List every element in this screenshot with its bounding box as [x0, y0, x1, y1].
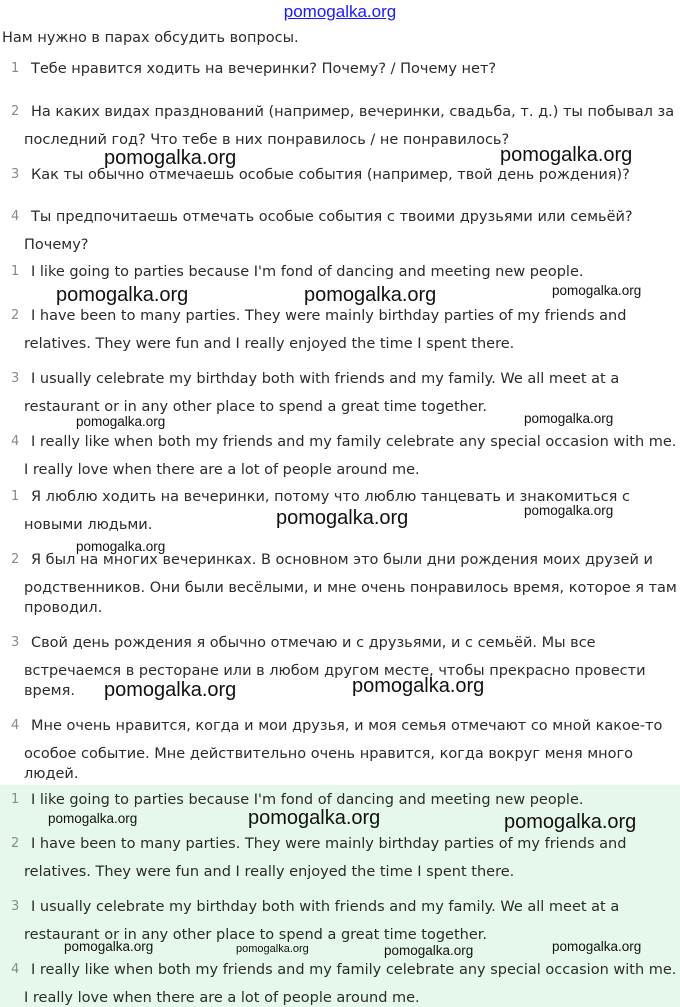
watermark: pomogalka.org [500, 144, 633, 166]
item-line: I have been to many parties. They were mainly birthday parties of my friends and [31, 308, 627, 324]
watermark: pomogalka.org [276, 507, 409, 529]
item-number: 2 [11, 308, 20, 323]
item-line: I like going to parties because I'm fond of dancing and meeting new people. [31, 264, 584, 280]
item-line: relatives. They were fun and I really enjoyed the time I spent there. [24, 864, 515, 880]
item-line: особое событие. Мне действительно очень нравится, когда вокруг меня много [24, 746, 634, 762]
item-number: 1 [11, 792, 20, 807]
watermark: pomogalka.org [524, 411, 614, 426]
item-line: последний год? Что тебе в них понравилось / не понравилось? [24, 132, 510, 148]
item-line: I really love when there are a lot of people around me. [24, 990, 420, 1006]
item-number: 4 [11, 209, 20, 224]
watermark: pomogalka.org [504, 811, 637, 833]
item-line: людей. [24, 766, 79, 782]
item-line: время. [24, 683, 75, 699]
item-line: Как ты обычно отмечаешь особые события (например, твой день рождения)? [31, 167, 630, 183]
watermark: pomogalka.org [48, 811, 138, 826]
item-line: I like going to parties because I'm fond of dancing and meeting new people. [31, 792, 584, 808]
item-line: restaurant or in any other place to spend a great time together. [24, 927, 487, 943]
watermark: pomogalka.org [552, 939, 642, 954]
item-line: I usually celebrate my birthday both with friends and my family. We all meet at a [31, 371, 620, 387]
item-line: I really love when there are a lot of people around me. [24, 462, 420, 478]
item-line: I really like when both my friends and my family celebrate any special occasion with me. [31, 962, 677, 978]
item-line: I have been to many parties. They were mainly birthday parties of my friends and [31, 836, 627, 852]
item-line: restaurant or in any other place to spend a great time together. [24, 399, 487, 415]
item-number: 1 [11, 264, 20, 279]
item-number: 3 [11, 167, 20, 182]
item-number: 1 [11, 61, 20, 76]
watermark: pomogalka.org [236, 943, 309, 955]
item-number: 4 [11, 434, 20, 449]
watermark: pomogalka.org [76, 414, 166, 429]
intro-text: Нам нужно в парах обсудить вопросы. [2, 30, 299, 46]
watermark: pomogalka.org [248, 807, 381, 829]
item-line: родственников. Они были весёлыми, и мне очень понравилось время, которое я там [24, 580, 677, 596]
watermark: pomogalka.org [104, 147, 237, 169]
watermark: pomogalka.org [384, 943, 474, 958]
item-number: 1 [11, 489, 20, 504]
item-number: 4 [11, 962, 20, 977]
item-number: 2 [11, 104, 20, 119]
item-number: 3 [11, 635, 20, 650]
watermark: pomogalka.org [104, 679, 237, 701]
item-line: Почему? [24, 237, 89, 253]
watermark: pomogalka.org [64, 939, 154, 954]
item-number: 2 [11, 836, 20, 851]
item-number: 3 [11, 899, 20, 914]
item-line: I usually celebrate my birthday both with friends and my family. We all meet at a [31, 899, 620, 915]
watermark: pomogalka.org [304, 284, 437, 306]
item-line: новыми людьми. [24, 517, 153, 533]
item-line: Я люблю ходить на вечеринки, потому что люблю танцевать и знакомиться с [31, 489, 630, 505]
item-number: 4 [11, 718, 20, 733]
item-line: I really like when both my friends and my family celebrate any special occasion with me. [31, 434, 677, 450]
item-number: 3 [11, 371, 20, 386]
item-line: На каких видах празднований (например, вечеринки, свадьба, т. д.) ты побывал за [31, 104, 675, 120]
watermark: pomogalka.org [352, 675, 485, 697]
item-line: Тебе нравится ходить на вечеринки? Почему? / Почему нет? [31, 61, 497, 77]
item-line: Ты предпочитаешь отмечать особые события с твоими друзьями или семьёй? [31, 209, 633, 225]
site-title-link[interactable]: pomogalka.org [283, 2, 397, 21]
item-line: проводил. [24, 600, 103, 616]
item-line: Свой день рождения я обычно отмечаю и с друзьями, и с семьёй. Мы все [31, 635, 596, 651]
watermark: pomogalka.org [552, 283, 642, 298]
watermark: pomogalka.org [524, 503, 614, 518]
item-line: Мне очень нравится, когда и мои друзья, и моя семья отмечают со мной какое-то [31, 718, 663, 734]
watermark: pomogalka.org [56, 284, 189, 306]
item-line: встречаемся в ресторане или в любом другом месте, чтобы прекрасно провести [24, 663, 646, 679]
item-line: Я был на многих вечеринках. В основном это были дни рождения моих друзей и [31, 552, 653, 568]
item-line: relatives. They were fun and I really enjoyed the time I spent there. [24, 336, 515, 352]
item-number: 2 [11, 552, 20, 567]
watermark: pomogalka.org [76, 539, 166, 554]
